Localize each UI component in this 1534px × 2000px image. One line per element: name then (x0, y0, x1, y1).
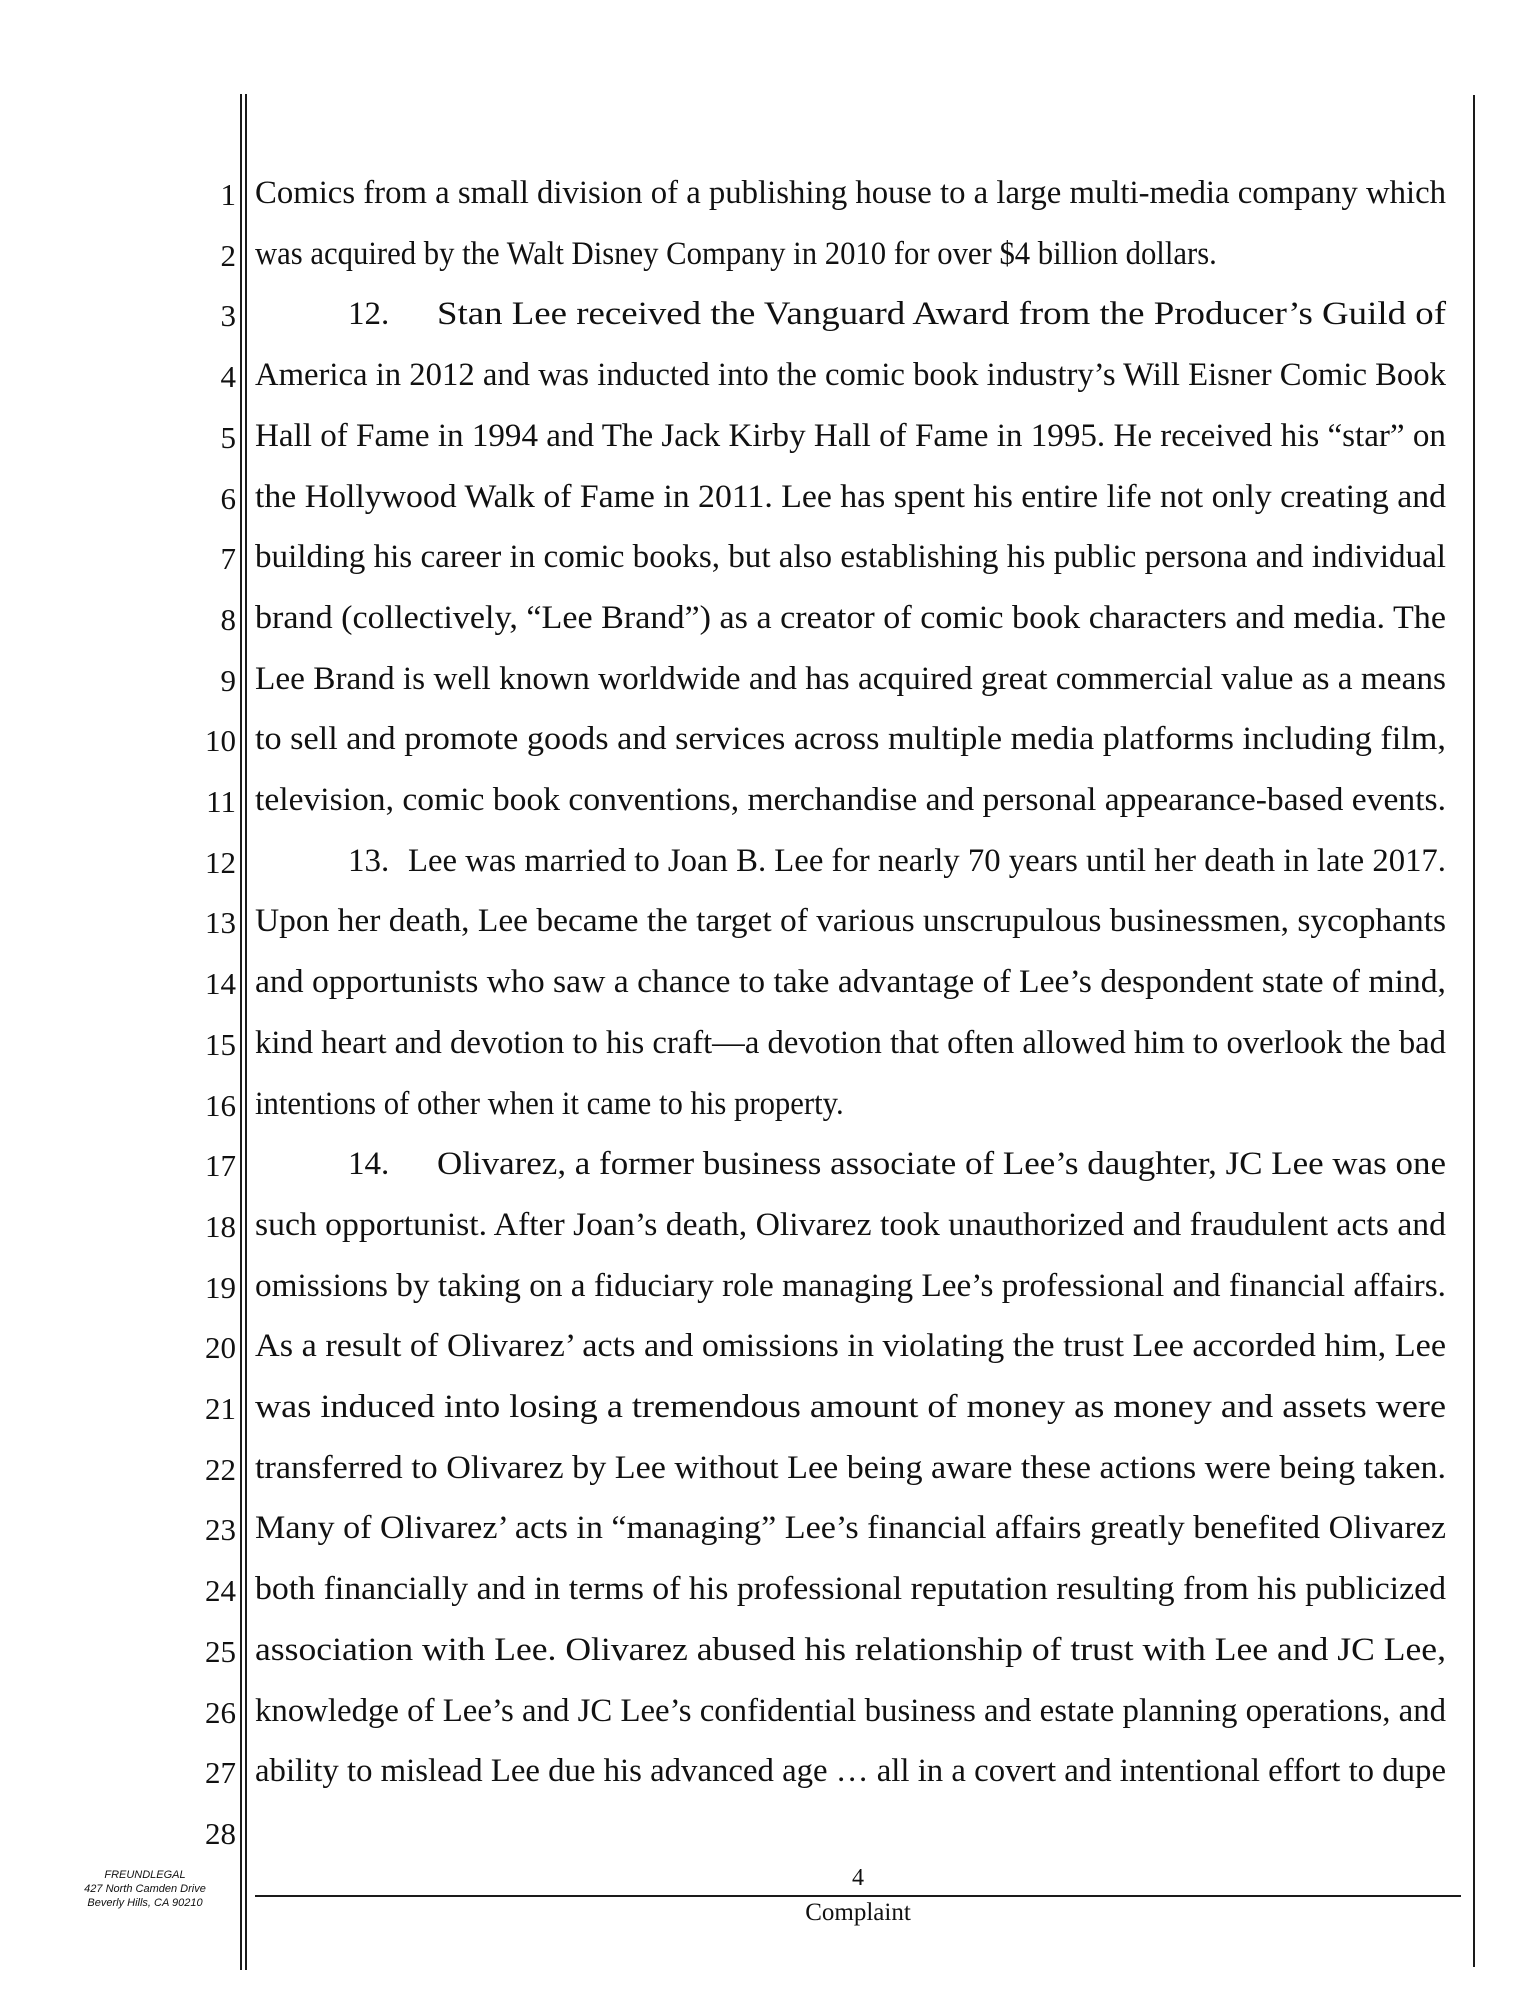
line-number: 25 (205, 1633, 236, 1669)
body-text-line: kind heart and devotion to his craft—a devotion that often allowed him to overlook the bad (255, 1024, 1447, 1061)
line-number: 26 (205, 1694, 236, 1730)
paragraph-number: 13. (348, 842, 390, 879)
line-number: 8 (220, 601, 236, 637)
body-text-line: intentions of other when it came to his property. (255, 1085, 844, 1122)
line-number: 20 (205, 1330, 236, 1366)
body-text-line: and opportunists who saw a chance to take advantage of Lee’s despondent state of mind, (255, 964, 1446, 1001)
line-number: 15 (205, 1026, 236, 1062)
body-text-line: ability to mislead Lee due his advanced age … all in a covert and intentional effort to dupe (255, 1753, 1447, 1790)
line-number: 3 (220, 298, 236, 334)
body-text-line: building his career in comic books, but also establishing his public persona and individual (255, 539, 1447, 576)
body-text-line: association with Lee. Olivarez abused his relationship of trust with Lee and JC Lee, (255, 1631, 1446, 1668)
line-number: 1 (220, 177, 236, 212)
body-text-line: brand (collectively, “Lee Brand”) as a creator of comic book characters and media. The (255, 599, 1446, 636)
paragraph-number: 14. (348, 1146, 390, 1183)
body-text-line: Hall of Fame in 1994 and The Jack Kirby Hall of Fame in 1995. He received his “star” on (255, 417, 1446, 454)
left-margin-rule-outer (240, 94, 242, 1970)
body-text-line: As a result of Olivarez’ acts and omissions in violating the trust Lee accorded him, Lee (255, 1328, 1447, 1365)
body-text-line: knowledge of Lee’s and JC Lee’s confidential business and estate planning operations, and (255, 1692, 1447, 1729)
body-text-line: was induced into losing a tremendous amount of money as money and assets were (255, 1389, 1447, 1425)
right-margin-rule (1473, 95, 1475, 1967)
body-text-line: television, comic book conventions, merchandise and personal appearance-based events. (255, 782, 1447, 818)
line-number: 17 (205, 1148, 236, 1184)
line-number: 12 (205, 844, 236, 880)
line-number: 27 (205, 1755, 236, 1791)
body-text-line: transferred to Olivarez by Lee without Lee being aware these actions were being taken. (255, 1449, 1447, 1486)
firm-address-street: 427 North Camden Drive (84, 1883, 206, 1895)
line-number: 2 (220, 237, 236, 273)
line-number: 11 (206, 784, 236, 819)
body-text-line: such opportunist. After Joan’s death, Olivarez took unauthorized and fraudulent acts and (255, 1206, 1446, 1243)
body-text-line: Upon her death, Lee became the target of various unscrupulous businessmen, sycophants (255, 903, 1447, 940)
document-title: Complaint (805, 1899, 911, 1926)
footer-rule (255, 1895, 1461, 1897)
body-text-line: Stan Lee received the Vanguard Award from the Producer’s Guild of (437, 296, 1446, 333)
body-text-line: both financially and in terms of his professional reputation resulting from his publicized (255, 1571, 1447, 1608)
line-number: 13 (205, 905, 236, 941)
body-text-line: Lee was married to Joan B. Lee for nearly 70 years until her death in late 2017. (408, 842, 1446, 879)
line-number: 22 (205, 1451, 236, 1487)
line-number: 9 (220, 662, 236, 698)
firm-address-city: Beverly Hills, CA 90210 (87, 1897, 203, 1909)
firm-block (40, 1868, 250, 1910)
line-number: 6 (220, 480, 236, 516)
line-number: 4 (220, 359, 236, 395)
line-number: 5 (220, 419, 236, 455)
line-number: 18 (205, 1208, 236, 1244)
line-number: 7 (220, 541, 236, 577)
line-number: 19 (205, 1269, 236, 1305)
body-text-line: was acquired by the Walt Disney Company in 2010 for over $4 billion dollars. (255, 235, 1217, 272)
line-number: 21 (205, 1391, 236, 1426)
line-number: 16 (205, 1087, 236, 1123)
line-number: 28 (205, 1815, 236, 1851)
paragraph-number: 12. (348, 296, 390, 333)
body-text-line: to sell and promote goods and services across multiple media platforms including film, (255, 721, 1446, 758)
body-text-line: Comics from a small division of a publishing house to a large multi-media company which (255, 175, 1447, 211)
body-text-line: omissions by taking on a fiduciary role managing Lee’s professional and financial affairs. (255, 1267, 1446, 1304)
body-text-line: Olivarez, a former business associate of Lee’s daughter, JC Lee was one (437, 1146, 1446, 1183)
body-text-line: America in 2012 and was inducted into the comic book industry’s Will Eisner Comic Book (255, 357, 1446, 394)
body-text-line: Lee Brand is well known worldwide and has acquired great commercial value as a means (255, 660, 1446, 697)
body-text-line: the Hollywood Walk of Fame in 2011. Lee has spent his entire life not only creating and (255, 478, 1447, 515)
firm-name: FREUNDLEGAL (104, 1869, 186, 1881)
line-number: 23 (205, 1512, 236, 1548)
line-number: 24 (205, 1573, 236, 1609)
body-text-line: Many of Olivarez’ acts in “managing” Lee’s financial affairs greatly benefited Olivarez (255, 1510, 1447, 1547)
page-number: 4 (852, 1865, 864, 1891)
line-number: 14 (205, 966, 236, 1002)
line-number: 10 (205, 723, 236, 759)
left-margin-rule-inner (245, 94, 247, 1970)
